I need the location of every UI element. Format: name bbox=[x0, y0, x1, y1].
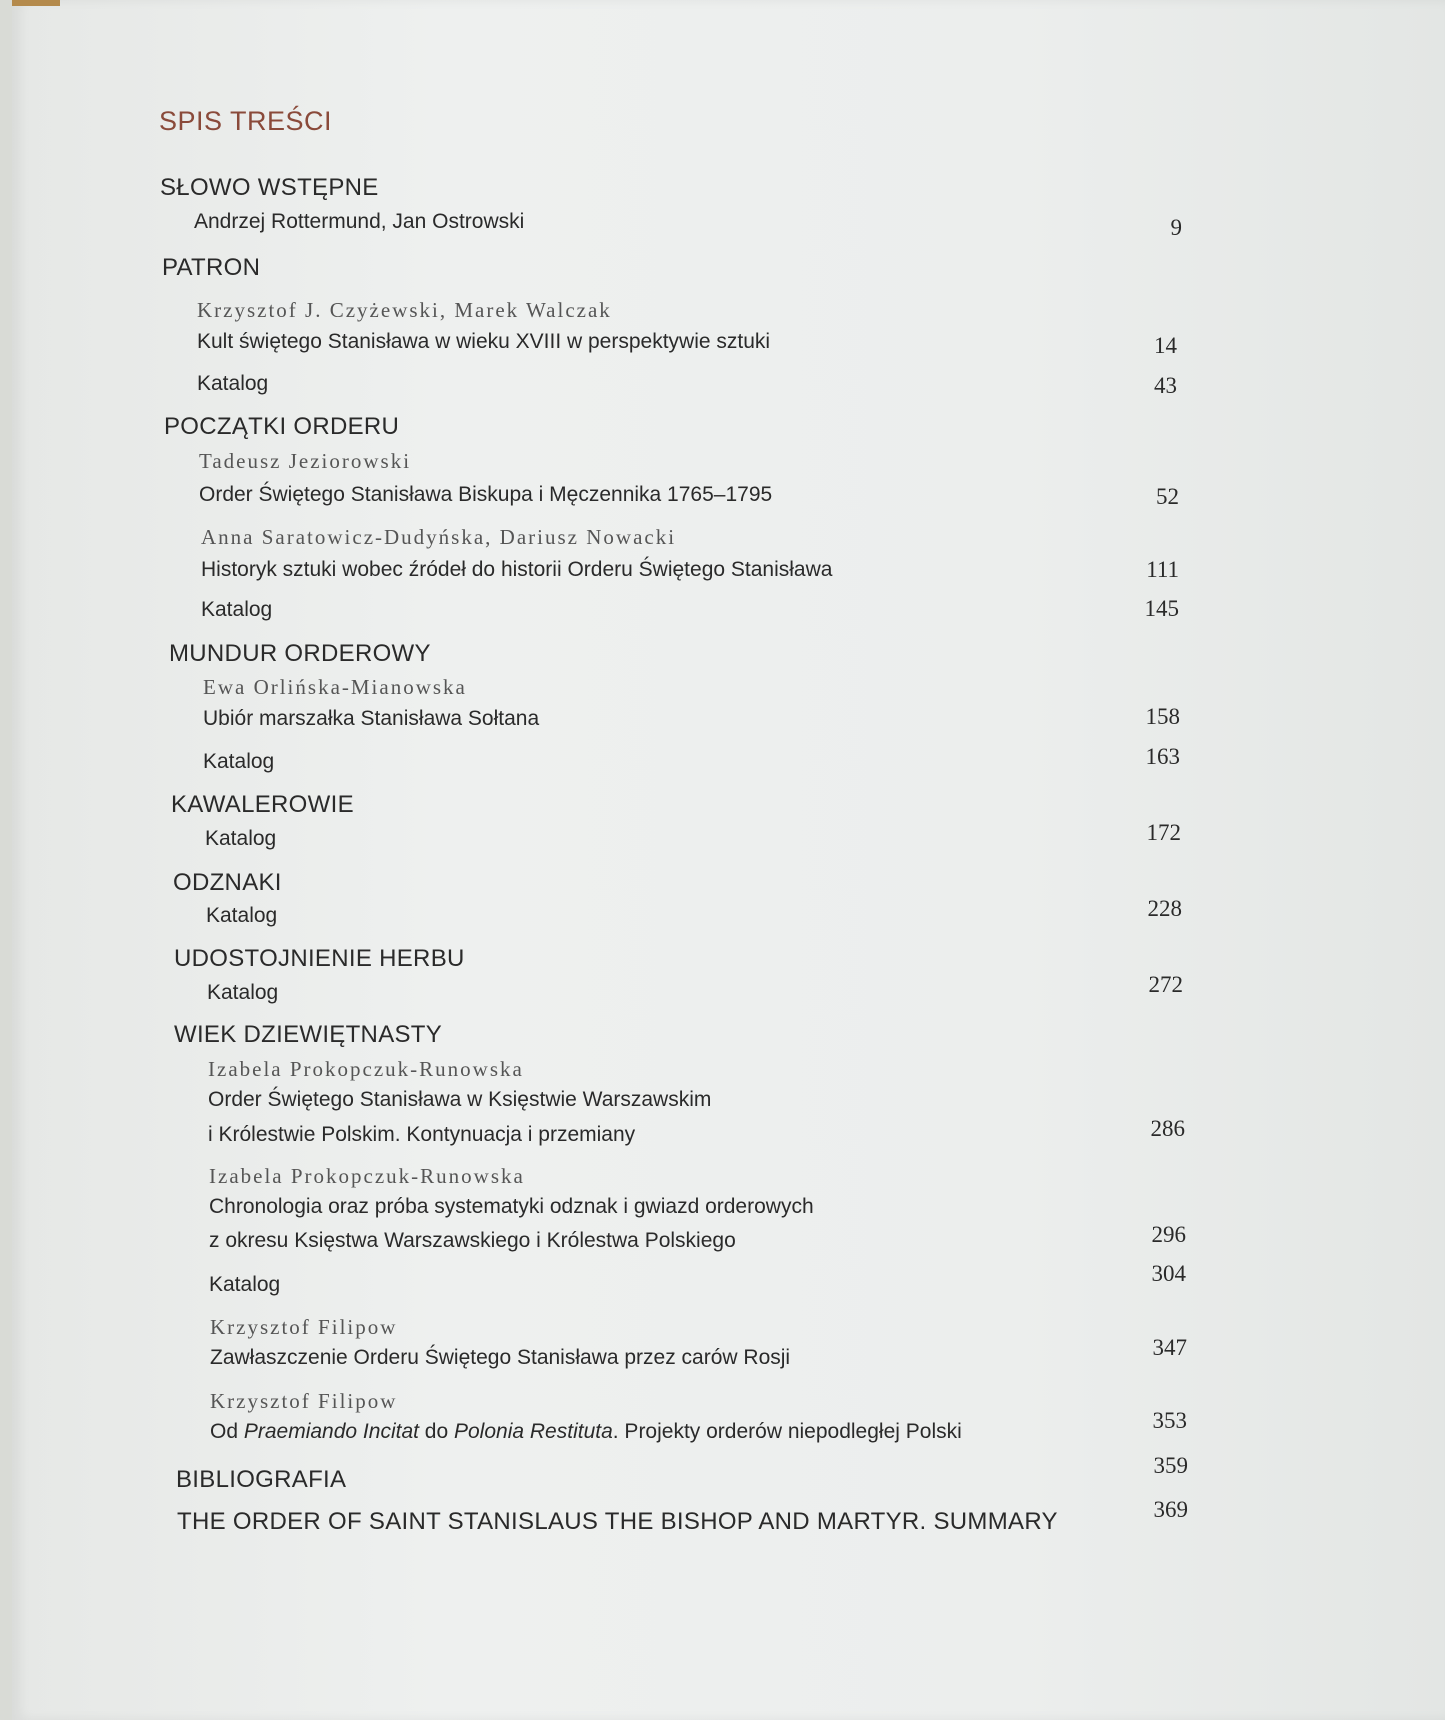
page-number-mundur: 158 bbox=[1145, 704, 1180, 729]
author-poczatki-2: Anna Saratowicz-Dudyńska, Dariusz Nowacki bbox=[201, 525, 677, 549]
toc-title: SPIS TREŚCI bbox=[159, 106, 333, 136]
catalog-kawalerowie: Katalog bbox=[205, 827, 277, 850]
page-number-wiek-3: 347 bbox=[1152, 1335, 1187, 1360]
entry-wiek-4-part-e: . Projekty orderów niepodległej Polski bbox=[612, 1420, 962, 1443]
section-heading-patron: PATRON bbox=[162, 254, 261, 281]
book-page bbox=[12, 0, 1445, 1720]
section-heading-mundur: MUNDUR ORDEROWY bbox=[169, 640, 431, 667]
page-number-wiek-catalog: 304 bbox=[1151, 1261, 1186, 1286]
page-number-mundur-catalog: 163 bbox=[1145, 744, 1180, 769]
section-heading-poczatki: POCZĄTKI ORDERU bbox=[164, 413, 400, 440]
entry-wiek-1-line2: i Królestwie Polskim. Kontynuacja i przemiany bbox=[208, 1123, 636, 1146]
entry-wiek-4-part-a: Od bbox=[210, 1420, 244, 1443]
entry-wiek-4-italic-motto: Praemiando Incitat bbox=[243, 1420, 419, 1443]
page-number-herb: 272 bbox=[1148, 972, 1183, 997]
page-number-wiek-4: 353 bbox=[1152, 1408, 1187, 1433]
section-heading-bibliografia: BIBLIOGRAFIA bbox=[176, 1466, 347, 1493]
entry-patron: Kult świętego Stanisława w wieku XVIII w perspektywie sztuki bbox=[197, 330, 771, 353]
section-heading-summary: THE ORDER OF SAINT STANISLAUS THE BISHOP AND MARTYR. SUMMARY bbox=[177, 1508, 1058, 1535]
page-number-patron-catalog: 43 bbox=[1154, 373, 1177, 398]
page-number-kawalerowie: 172 bbox=[1146, 820, 1181, 845]
entry-wiek-1-line1: Order Świętego Stanisława w Księstwie Warszawskim bbox=[208, 1088, 712, 1111]
table-of-contents bbox=[12, 0, 1445, 1720]
entry-wiek-3: Zawłaszczenie Orderu Świętego Stanisława przez carów Rosji bbox=[210, 1346, 791, 1369]
entry-mundur: Ubiór marszałka Stanisława Sołtana bbox=[203, 707, 540, 730]
catalog-patron: Katalog bbox=[197, 372, 269, 395]
section-heading-kawalerowie: KAWALEROWIE bbox=[171, 791, 354, 818]
page-number-patron: 14 bbox=[1154, 333, 1177, 358]
page-number-bibliografia: 359 bbox=[1153, 1453, 1188, 1478]
author-wiek-1: Izabela Prokopczuk-Runowska bbox=[208, 1057, 524, 1081]
author-wiek-2: Izabela Prokopczuk-Runowska bbox=[209, 1164, 525, 1188]
entry-wiek-2-line1: Chronologia oraz próba systematyki odznak i gwiazd orderowych bbox=[209, 1195, 814, 1218]
author-patron: Krzysztof J. Czyżewski, Marek Walczak bbox=[197, 298, 612, 322]
author-poczatki-1: Tadeusz Jeziorowski bbox=[199, 449, 412, 473]
entry-wiek-4-part-c: do bbox=[418, 1420, 454, 1443]
catalog-poczatki: Katalog bbox=[201, 598, 273, 621]
page-number-poczatki-2: 111 bbox=[1146, 557, 1179, 582]
section-heading-odznaki: ODZNAKI bbox=[173, 869, 282, 896]
page-number-summary: 369 bbox=[1153, 1497, 1188, 1522]
author-mundur: Ewa Orlińska-Mianowska bbox=[203, 675, 467, 699]
page-number-slowo: 9 bbox=[1170, 215, 1182, 240]
page-number-poczatki-catalog: 145 bbox=[1144, 596, 1179, 621]
author-wiek-4: Krzysztof Filipow bbox=[210, 1389, 398, 1413]
entry-wiek-4 bbox=[210, 1420, 962, 1444]
section-heading-slowo: SŁOWO WSTĘPNE bbox=[160, 174, 379, 201]
page-number-wiek-1: 286 bbox=[1150, 1116, 1185, 1141]
catalog-odznaki: Katalog bbox=[206, 904, 278, 927]
author-wiek-3: Krzysztof Filipow bbox=[210, 1315, 398, 1339]
entry-poczatki-1: Order Świętego Stanisława Biskupa i Męczennika 1765–1795 bbox=[199, 483, 773, 506]
page-number-wiek-2: 296 bbox=[1151, 1222, 1186, 1247]
catalog-herb: Katalog bbox=[207, 981, 279, 1004]
page-number-odznaki: 228 bbox=[1147, 896, 1182, 921]
entry-wiek-4-italic-polonia: Polonia Restituta bbox=[454, 1420, 613, 1443]
catalog-wiek: Katalog bbox=[209, 1273, 281, 1296]
page-number-poczatki-1: 52 bbox=[1156, 484, 1179, 509]
catalog-mundur: Katalog bbox=[203, 750, 275, 773]
section-heading-wiek: WIEK DZIEWIĘTNASTY bbox=[174, 1021, 443, 1048]
entry-wiek-2-line2: z okresu Księstwa Warszawskiego i Królestwa Polskiego bbox=[209, 1229, 736, 1252]
entry-slowo: Andrzej Rottermund, Jan Ostrowski bbox=[194, 210, 525, 233]
section-heading-herb: UDOSTOJNIENIE HERBU bbox=[174, 945, 465, 972]
entry-poczatki-2: Historyk sztuki wobec źródeł do historii Orderu Świętego Stanisława bbox=[201, 558, 833, 581]
